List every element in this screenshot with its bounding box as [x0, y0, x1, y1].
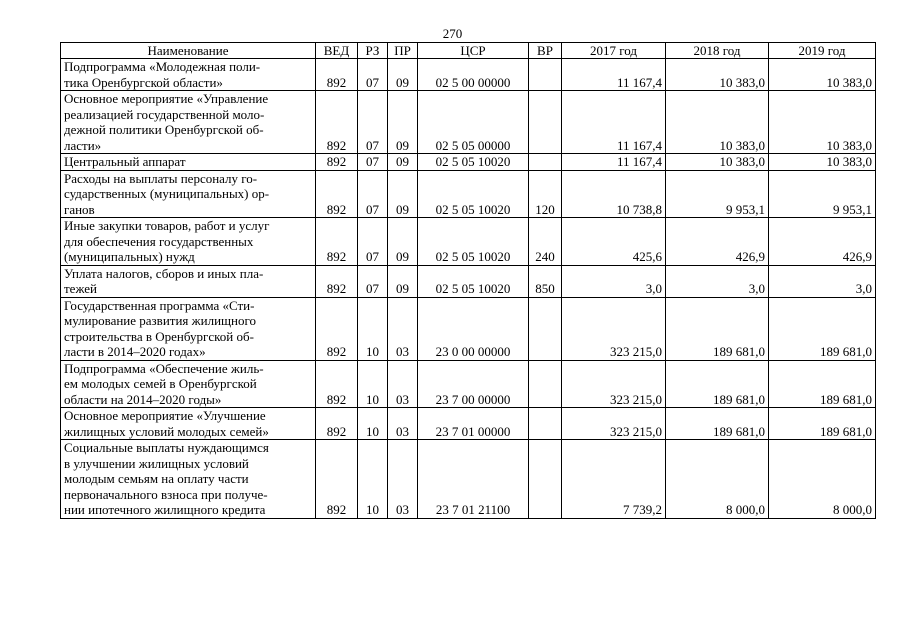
table-row: [61, 360, 876, 408]
name-line: ганов: [64, 201, 95, 217]
cell-vr: 850: [529, 265, 562, 297]
cell-2017: 425,6: [562, 218, 666, 266]
cell-vr: [529, 408, 562, 440]
cell-pr: 09: [388, 265, 418, 297]
cell-2018: 189 681,0: [666, 360, 769, 408]
table-row: [61, 408, 876, 440]
cell-rz: 07: [358, 218, 388, 266]
page-number: 270: [442, 26, 463, 41]
name-line: Иные закупки товаров, работ и услуг: [64, 218, 270, 233]
header-name: Наименование: [61, 43, 316, 59]
cell-pr: 09: [388, 170, 418, 218]
name-line: ем молодых семей в Оренбургской: [64, 376, 257, 391]
name-line: Основное мероприятие «Управление: [64, 91, 269, 106]
name-line: реализацией государственной моло-: [64, 106, 265, 122]
table-body: [61, 59, 876, 519]
name-line: дежной политики Оренбургской об-: [64, 122, 264, 137]
name-line: нии ипотечного жилищного кредита: [64, 502, 266, 517]
cell-csr: 23 0 00 00000: [418, 297, 529, 360]
table-row: [61, 59, 876, 91]
name-line: в улучшении жилищных условий: [64, 455, 249, 471]
cell-name: [61, 218, 316, 266]
cell-2017: 11 167,4: [562, 154, 666, 171]
cell-2018: 426,9: [666, 218, 769, 266]
header-2017: 2017 год: [562, 43, 666, 59]
cell-2017: 323 215,0: [562, 360, 666, 408]
cell-ved: 892: [316, 408, 358, 440]
table-row: [61, 170, 876, 218]
cell-2019: 189 681,0: [769, 408, 876, 440]
cell-ved: 892: [316, 297, 358, 360]
cell-pr: 03: [388, 408, 418, 440]
cell-2017: 7 739,2: [562, 440, 666, 519]
name-line: для обеспечения государственных: [64, 233, 254, 249]
name-line: строительства в Оренбургской об-: [64, 328, 254, 344]
cell-2018: 10 383,0: [666, 59, 769, 91]
name-line: Государственная программа «Сти-: [64, 297, 255, 313]
cell-2019: 189 681,0: [769, 297, 876, 360]
cell-2019: 10 383,0: [769, 91, 876, 154]
cell-rz: 07: [358, 91, 388, 154]
cell-ved: 892: [316, 170, 358, 218]
cell-name: [61, 59, 316, 91]
table-row: [61, 218, 876, 266]
name-line: Основное мероприятие «Улучшение: [64, 408, 266, 423]
name-line: тика Оренбургской области»: [64, 74, 223, 90]
cell-2019: 10 383,0: [769, 59, 876, 91]
cell-ved: 892: [316, 91, 358, 154]
cell-2017: 323 215,0: [562, 408, 666, 440]
cell-2017: 11 167,4: [562, 59, 666, 91]
cell-vr: [529, 154, 562, 171]
cell-csr: 23 7 00 00000: [418, 360, 529, 408]
cell-csr: 02 5 00 00000: [418, 59, 529, 91]
cell-vr: 120: [529, 170, 562, 218]
name-line: Уплата налогов, сборов и иных пла-: [64, 265, 264, 281]
cell-vr: [529, 440, 562, 519]
name-line: области на 2014–2020 годы»: [64, 391, 222, 407]
header-csr: ЦСР: [418, 43, 529, 59]
table-row: [61, 440, 876, 519]
cell-2018: 189 681,0: [666, 297, 769, 360]
cell-rz: 10: [358, 440, 388, 519]
cell-vr: [529, 360, 562, 408]
cell-rz: 07: [358, 154, 388, 171]
cell-rz: 07: [358, 170, 388, 218]
cell-vr: [529, 91, 562, 154]
cell-2017: 323 215,0: [562, 297, 666, 360]
name-line: Подпрограмма «Обеспечение жиль-: [64, 360, 264, 376]
cell-name: [61, 91, 316, 154]
cell-ved: 892: [316, 360, 358, 408]
cell-name: [61, 170, 316, 218]
table-row: [61, 154, 876, 171]
cell-rz: 10: [358, 408, 388, 440]
cell-rz: 07: [358, 265, 388, 297]
cell-2018: 189 681,0: [666, 408, 769, 440]
cell-csr: 02 5 05 10020: [418, 265, 529, 297]
cell-2017: 10 738,8: [562, 170, 666, 218]
cell-csr: 02 5 05 00000: [418, 91, 529, 154]
name-line: Социальные выплаты нуждающимся: [64, 440, 269, 455]
cell-ved: 892: [316, 59, 358, 91]
table-row: [61, 297, 876, 360]
name-line: тежей: [64, 281, 97, 296]
cell-name: [61, 408, 316, 440]
cell-rz: 07: [358, 59, 388, 91]
name-line: сударственных (муниципальных) ор-: [64, 186, 270, 201]
cell-2019: 3,0: [769, 265, 876, 297]
cell-2019: 10 383,0: [769, 154, 876, 171]
cell-pr: 09: [388, 154, 418, 171]
cell-pr: 09: [388, 91, 418, 154]
header-rz: РЗ: [358, 43, 388, 59]
cell-csr: 02 5 05 10020: [418, 218, 529, 266]
name-line: первоначального взноса при получе-: [64, 486, 268, 502]
cell-name: [61, 154, 316, 171]
cell-2017: 3,0: [562, 265, 666, 297]
cell-csr: 23 7 01 00000: [418, 408, 529, 440]
cell-2019: 189 681,0: [769, 360, 876, 408]
cell-csr: 02 5 05 10020: [418, 154, 529, 171]
table-row: [61, 91, 876, 154]
cell-pr: 09: [388, 59, 418, 91]
name-line: Центральный аппарат: [64, 154, 186, 169]
cell-ved: 892: [316, 218, 358, 266]
header-2018: 2018 год: [666, 43, 769, 59]
cell-2018: 8 000,0: [666, 440, 769, 519]
header-vr: ВР: [529, 43, 562, 59]
cell-2018: 3,0: [666, 265, 769, 297]
cell-ved: 892: [316, 265, 358, 297]
cell-2019: 426,9: [769, 218, 876, 266]
cell-vr: 240: [529, 218, 562, 266]
header-ved: ВЕД: [316, 43, 358, 59]
cell-vr: [529, 297, 562, 360]
table-row: [61, 265, 876, 297]
cell-csr: 23 7 01 21100: [418, 440, 529, 519]
cell-2017: 11 167,4: [562, 91, 666, 154]
name-line: ласти в 2014–2020 годах»: [64, 344, 206, 359]
name-line: молодым семьям на оплату части: [64, 471, 249, 486]
cell-ved: 892: [316, 154, 358, 171]
table-header-row: [61, 43, 876, 59]
cell-rz: 10: [358, 360, 388, 408]
cell-2018: 9 953,1: [666, 170, 769, 218]
name-line: Расходы на выплаты персоналу го-: [64, 170, 258, 186]
name-line: мулирование развития жилищного: [64, 313, 256, 328]
name-line: (муниципальных) нужд: [64, 249, 195, 264]
cell-name: [61, 360, 316, 408]
cell-name: [61, 297, 316, 360]
name-line: ласти»: [64, 137, 102, 153]
budget-table: [60, 42, 876, 519]
cell-2018: 10 383,0: [666, 91, 769, 154]
cell-2018: 10 383,0: [666, 154, 769, 171]
name-line: Подпрограмма «Молодежная поли-: [64, 59, 261, 74]
cell-rz: 10: [358, 297, 388, 360]
cell-2019: 9 953,1: [769, 170, 876, 218]
name-line: жилищных условий молодых семей»: [64, 423, 269, 439]
header-2019: 2019 год: [769, 43, 876, 59]
cell-pr: 03: [388, 440, 418, 519]
cell-vr: [529, 59, 562, 91]
header-pr: ПР: [388, 43, 418, 59]
cell-ved: 892: [316, 440, 358, 519]
cell-2019: 8 000,0: [769, 440, 876, 519]
cell-name: [61, 440, 316, 519]
cell-pr: 03: [388, 297, 418, 360]
cell-pr: 09: [388, 218, 418, 266]
cell-pr: 03: [388, 360, 418, 408]
cell-name: [61, 265, 316, 297]
cell-csr: 02 5 05 10020: [418, 170, 529, 218]
